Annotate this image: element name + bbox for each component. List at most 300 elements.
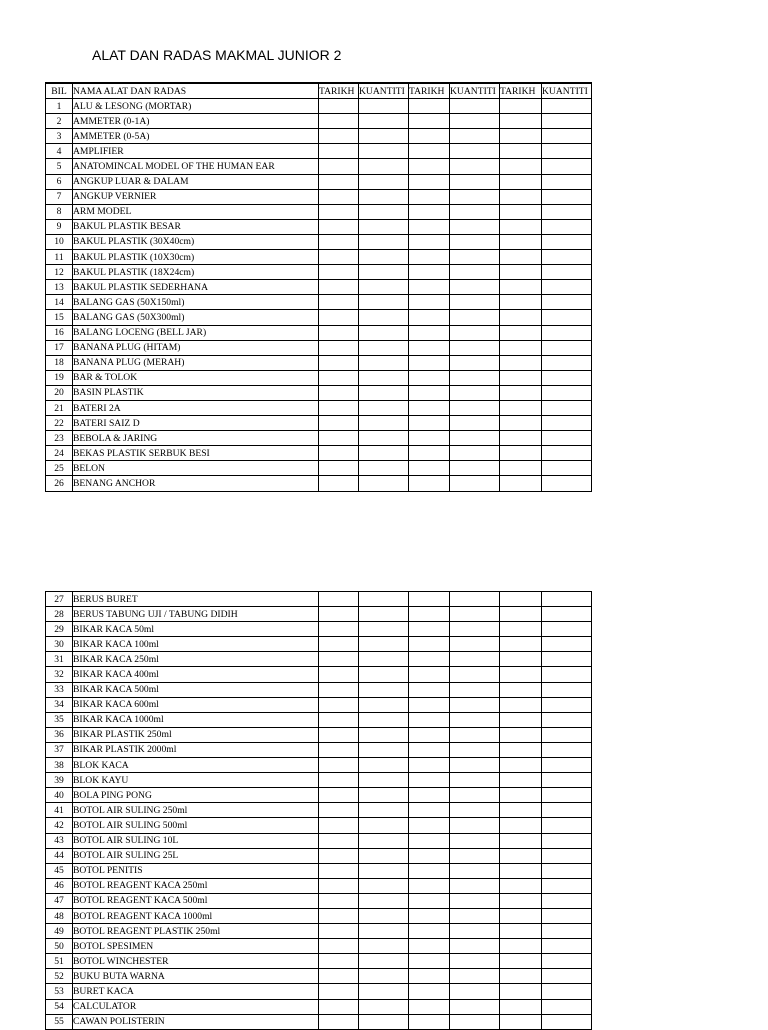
date-cell (500, 325, 542, 340)
item-name: ALU & LESONG (MORTAR) (73, 99, 319, 114)
quantity-cell (542, 667, 592, 682)
quantity-cell (542, 742, 592, 757)
date-cell (500, 159, 542, 174)
date-cell (500, 878, 542, 893)
quantity-cell (450, 758, 500, 773)
date-cell (409, 416, 450, 431)
item-name: BEKAS PLASTIK SERBUK BESI (73, 446, 319, 461)
date-cell (500, 385, 542, 400)
row-number: 46 (46, 878, 73, 893)
date-cell (409, 114, 450, 129)
row-number: 35 (46, 712, 73, 727)
quantity-cell (359, 385, 409, 400)
row-number: 34 (46, 697, 73, 712)
row-number: 24 (46, 446, 73, 461)
item-name: BIKAR KACA 500ml (73, 682, 319, 697)
row-number: 7 (46, 189, 73, 204)
table-row (46, 712, 592, 727)
table-row (46, 924, 592, 939)
quantity-cell (359, 637, 409, 652)
table-row (46, 476, 592, 491)
row-number: 37 (46, 742, 73, 757)
quantity-cell (450, 280, 500, 295)
date-cell (500, 1014, 542, 1029)
row-number: 13 (46, 280, 73, 295)
quantity-cell (359, 969, 409, 984)
table-row (46, 727, 592, 742)
date-cell (500, 219, 542, 234)
date-cell (319, 144, 359, 159)
table-row (46, 607, 592, 622)
row-number: 40 (46, 788, 73, 803)
quantity-cell (359, 742, 409, 757)
header-row (46, 83, 592, 99)
quantity-cell (450, 461, 500, 476)
date-cell (319, 476, 359, 491)
date-cell (500, 954, 542, 969)
table-row (46, 1014, 592, 1029)
row-number: 30 (46, 637, 73, 652)
date-cell (319, 893, 359, 908)
item-name: BERUS TABUNG UJI / TABUNG DIDIH (73, 607, 319, 622)
date-cell (319, 682, 359, 697)
quantity-cell (542, 280, 592, 295)
quantity-cell (542, 416, 592, 431)
quantity-cell (450, 189, 500, 204)
date-cell (500, 848, 542, 863)
date-cell (500, 370, 542, 385)
row-number: 1 (46, 99, 73, 114)
table-row (46, 416, 592, 431)
table-row (46, 204, 592, 219)
quantity-cell (359, 416, 409, 431)
date-cell (319, 712, 359, 727)
date-cell (500, 114, 542, 129)
date-cell (319, 446, 359, 461)
item-name: BANANA PLUG (HITAM) (73, 340, 319, 355)
quantity-cell (542, 400, 592, 415)
quantity-cell (450, 999, 500, 1014)
row-number: 4 (46, 144, 73, 159)
quantity-cell (359, 234, 409, 249)
quantity-cell (359, 863, 409, 878)
row-number: 15 (46, 310, 73, 325)
date-cell (409, 265, 450, 280)
quantity-cell (450, 742, 500, 757)
item-name: BOTOL WINCHESTER (73, 954, 319, 969)
quantity-cell (450, 607, 500, 622)
quantity-cell (359, 219, 409, 234)
quantity-cell (359, 878, 409, 893)
quantity-cell (359, 476, 409, 491)
date-cell (319, 908, 359, 923)
date-cell (500, 592, 542, 607)
row-number: 28 (46, 607, 73, 622)
item-name: BANANA PLUG (MERAH) (73, 355, 319, 370)
date-cell (500, 461, 542, 476)
quantity-cell (450, 652, 500, 667)
item-name: ANATOMINCAL MODEL OF THE HUMAN EAR (73, 159, 319, 174)
table-row (46, 773, 592, 788)
date-cell (409, 234, 450, 249)
date-cell (500, 416, 542, 431)
date-cell (409, 893, 450, 908)
date-cell (409, 848, 450, 863)
quantity-cell (542, 969, 592, 984)
date-cell (500, 742, 542, 757)
date-cell (319, 265, 359, 280)
item-name: BAR & TOLOK (73, 370, 319, 385)
date-cell (500, 174, 542, 189)
quantity-cell (450, 803, 500, 818)
quantity-cell (450, 400, 500, 415)
quantity-cell (542, 1014, 592, 1029)
quantity-cell (542, 954, 592, 969)
row-number: 31 (46, 652, 73, 667)
row-number: 17 (46, 340, 73, 355)
date-cell (319, 924, 359, 939)
table-row (46, 999, 592, 1014)
quantity-cell (542, 803, 592, 818)
quantity-cell (450, 159, 500, 174)
item-name: AMMETER (0-5A) (73, 129, 319, 144)
date-cell (409, 400, 450, 415)
item-name: BATERI SAIZ D (73, 416, 319, 431)
date-cell (319, 592, 359, 607)
date-cell (500, 727, 542, 742)
date-cell (319, 697, 359, 712)
date-cell (409, 954, 450, 969)
date-cell (319, 637, 359, 652)
table-row (46, 219, 592, 234)
quantity-cell (542, 265, 592, 280)
item-name: BOTOL REAGENT KACA 500ml (73, 893, 319, 908)
row-number: 5 (46, 159, 73, 174)
row-number: 12 (46, 265, 73, 280)
date-cell (500, 446, 542, 461)
column-header: TARIKH (500, 83, 542, 99)
date-cell (409, 742, 450, 757)
quantity-cell (450, 416, 500, 431)
table-row (46, 461, 592, 476)
row-number: 44 (46, 848, 73, 863)
quantity-cell (542, 637, 592, 652)
table-row (46, 234, 592, 249)
quantity-cell (359, 939, 409, 954)
quantity-cell (359, 954, 409, 969)
date-cell (409, 295, 450, 310)
quantity-cell (450, 712, 500, 727)
row-number: 9 (46, 219, 73, 234)
date-cell (409, 476, 450, 491)
date-cell (319, 607, 359, 622)
table-row (46, 370, 592, 385)
date-cell (409, 159, 450, 174)
item-name: BIKAR KACA 1000ml (73, 712, 319, 727)
quantity-cell (450, 431, 500, 446)
quantity-cell (359, 818, 409, 833)
row-number: 16 (46, 325, 73, 340)
item-name: BUKU BUTA WARNA (73, 969, 319, 984)
date-cell (409, 1014, 450, 1029)
table-row (46, 325, 592, 340)
item-name: BOTOL REAGENT KACA 1000ml (73, 908, 319, 923)
quantity-cell (542, 204, 592, 219)
column-header: KUANTITI (542, 83, 592, 99)
item-name: ANGKUP LUAR & DALAM (73, 174, 319, 189)
item-name: BLOK KAYU (73, 773, 319, 788)
quantity-cell (542, 833, 592, 848)
row-number: 14 (46, 295, 73, 310)
quantity-cell (450, 476, 500, 491)
quantity-cell (359, 833, 409, 848)
quantity-cell (542, 219, 592, 234)
quantity-cell (450, 219, 500, 234)
date-cell (319, 295, 359, 310)
date-cell (319, 385, 359, 400)
row-number: 23 (46, 431, 73, 446)
date-cell (500, 265, 542, 280)
table-row (46, 280, 592, 295)
table-row (46, 893, 592, 908)
row-number: 6 (46, 174, 73, 189)
date-cell (500, 908, 542, 923)
row-number: 55 (46, 1014, 73, 1029)
row-number: 21 (46, 400, 73, 415)
column-header: TARIKH (319, 83, 359, 99)
table-row (46, 159, 592, 174)
row-number: 8 (46, 204, 73, 219)
item-name: BATERI 2A (73, 400, 319, 415)
quantity-cell (359, 984, 409, 999)
inventory-table-1 (45, 82, 592, 492)
quantity-cell (450, 863, 500, 878)
quantity-cell (450, 848, 500, 863)
quantity-cell (359, 773, 409, 788)
quantity-cell (450, 340, 500, 355)
table-row (46, 939, 592, 954)
date-cell (319, 431, 359, 446)
date-cell (319, 622, 359, 637)
table-row (46, 99, 592, 114)
date-cell (409, 431, 450, 446)
date-cell (319, 667, 359, 682)
date-cell (500, 818, 542, 833)
quantity-cell (359, 204, 409, 219)
date-cell (409, 204, 450, 219)
date-cell (319, 848, 359, 863)
row-number: 11 (46, 250, 73, 265)
quantity-cell (359, 355, 409, 370)
row-number: 54 (46, 999, 73, 1014)
item-name: AMPLIFIER (73, 144, 319, 159)
quantity-cell (542, 234, 592, 249)
quantity-cell (359, 280, 409, 295)
quantity-cell (359, 174, 409, 189)
table-row (46, 878, 592, 893)
date-cell (319, 999, 359, 1014)
date-cell (319, 878, 359, 893)
quantity-cell (450, 250, 500, 265)
date-cell (409, 325, 450, 340)
item-name: BIKAR PLASTIK 2000ml (73, 742, 319, 757)
date-cell (500, 984, 542, 999)
date-cell (409, 697, 450, 712)
date-cell (409, 144, 450, 159)
date-cell (319, 954, 359, 969)
item-name: BOTOL AIR SULING 25L (73, 848, 319, 863)
table-row (46, 431, 592, 446)
table-row (46, 295, 592, 310)
quantity-cell (450, 114, 500, 129)
date-cell (500, 431, 542, 446)
date-cell (409, 682, 450, 697)
quantity-cell (359, 908, 409, 923)
quantity-cell (542, 893, 592, 908)
quantity-cell (450, 234, 500, 249)
date-cell (319, 863, 359, 878)
table-row (46, 803, 592, 818)
item-name: BAKUL PLASTIK (18X24cm) (73, 265, 319, 280)
date-cell (319, 219, 359, 234)
date-cell (409, 280, 450, 295)
item-name: BIKAR KACA 600ml (73, 697, 319, 712)
quantity-cell (542, 355, 592, 370)
quantity-cell (542, 325, 592, 340)
date-cell (409, 340, 450, 355)
date-cell (409, 818, 450, 833)
quantity-cell (542, 431, 592, 446)
date-cell (319, 461, 359, 476)
quantity-cell (359, 697, 409, 712)
table-row (46, 848, 592, 863)
date-cell (500, 652, 542, 667)
item-name: BELON (73, 461, 319, 476)
date-cell (409, 370, 450, 385)
table-row (46, 114, 592, 129)
quantity-cell (542, 818, 592, 833)
quantity-cell (450, 385, 500, 400)
date-cell (500, 295, 542, 310)
quantity-cell (450, 833, 500, 848)
quantity-cell (450, 310, 500, 325)
item-name: BOLA PING PONG (73, 788, 319, 803)
date-cell (500, 234, 542, 249)
row-number: 22 (46, 416, 73, 431)
date-cell (319, 1014, 359, 1029)
table-row (46, 385, 592, 400)
date-cell (409, 250, 450, 265)
quantity-cell (542, 370, 592, 385)
table-row (46, 446, 592, 461)
table-row (46, 144, 592, 159)
quantity-cell (359, 788, 409, 803)
quantity-cell (542, 682, 592, 697)
date-cell (500, 667, 542, 682)
item-name: BOTOL AIR SULING 500ml (73, 818, 319, 833)
table-row (46, 174, 592, 189)
date-cell (319, 280, 359, 295)
date-cell (319, 325, 359, 340)
quantity-cell (542, 773, 592, 788)
date-cell (409, 592, 450, 607)
date-cell (319, 370, 359, 385)
row-number: 50 (46, 939, 73, 954)
item-name: BAKUL PLASTIK BESAR (73, 219, 319, 234)
quantity-cell (450, 667, 500, 682)
quantity-cell (542, 712, 592, 727)
date-cell (319, 416, 359, 431)
page-title: ALAT DAN RADAS MAKMAL JUNIOR 2 (92, 47, 342, 63)
quantity-cell (450, 592, 500, 607)
quantity-cell (450, 878, 500, 893)
date-cell (409, 461, 450, 476)
quantity-cell (359, 461, 409, 476)
date-cell (409, 984, 450, 999)
quantity-cell (359, 431, 409, 446)
quantity-cell (542, 592, 592, 607)
quantity-cell (450, 893, 500, 908)
item-name: BURET KACA (73, 984, 319, 999)
item-name: BEBOLA & JARING (73, 431, 319, 446)
quantity-cell (542, 939, 592, 954)
date-cell (319, 652, 359, 667)
quantity-cell (450, 939, 500, 954)
quantity-cell (542, 114, 592, 129)
date-cell (500, 204, 542, 219)
date-cell (409, 878, 450, 893)
date-cell (500, 250, 542, 265)
item-name: BIKAR KACA 400ml (73, 667, 319, 682)
date-cell (409, 969, 450, 984)
table-row (46, 682, 592, 697)
date-cell (319, 818, 359, 833)
date-cell (500, 969, 542, 984)
quantity-cell (450, 204, 500, 219)
quantity-cell (450, 924, 500, 939)
date-cell (319, 204, 359, 219)
quantity-cell (542, 174, 592, 189)
date-cell (319, 969, 359, 984)
item-name: AMMETER (0-1A) (73, 114, 319, 129)
row-number: 43 (46, 833, 73, 848)
row-number: 3 (46, 129, 73, 144)
table-row (46, 667, 592, 682)
item-name: BOTOL AIR SULING 10L (73, 833, 319, 848)
row-number: 49 (46, 924, 73, 939)
table-row (46, 310, 592, 325)
quantity-cell (542, 908, 592, 923)
quantity-cell (359, 682, 409, 697)
date-cell (319, 758, 359, 773)
date-cell (319, 340, 359, 355)
date-cell (500, 893, 542, 908)
row-number: 48 (46, 908, 73, 923)
quantity-cell (359, 1014, 409, 1029)
date-cell (409, 908, 450, 923)
table-row (46, 954, 592, 969)
quantity-cell (450, 99, 500, 114)
quantity-cell (450, 908, 500, 923)
row-number: 47 (46, 893, 73, 908)
quantity-cell (359, 622, 409, 637)
table-row (46, 129, 592, 144)
quantity-cell (542, 340, 592, 355)
quantity-cell (542, 727, 592, 742)
date-cell (409, 446, 450, 461)
date-cell (319, 129, 359, 144)
date-cell (409, 637, 450, 652)
